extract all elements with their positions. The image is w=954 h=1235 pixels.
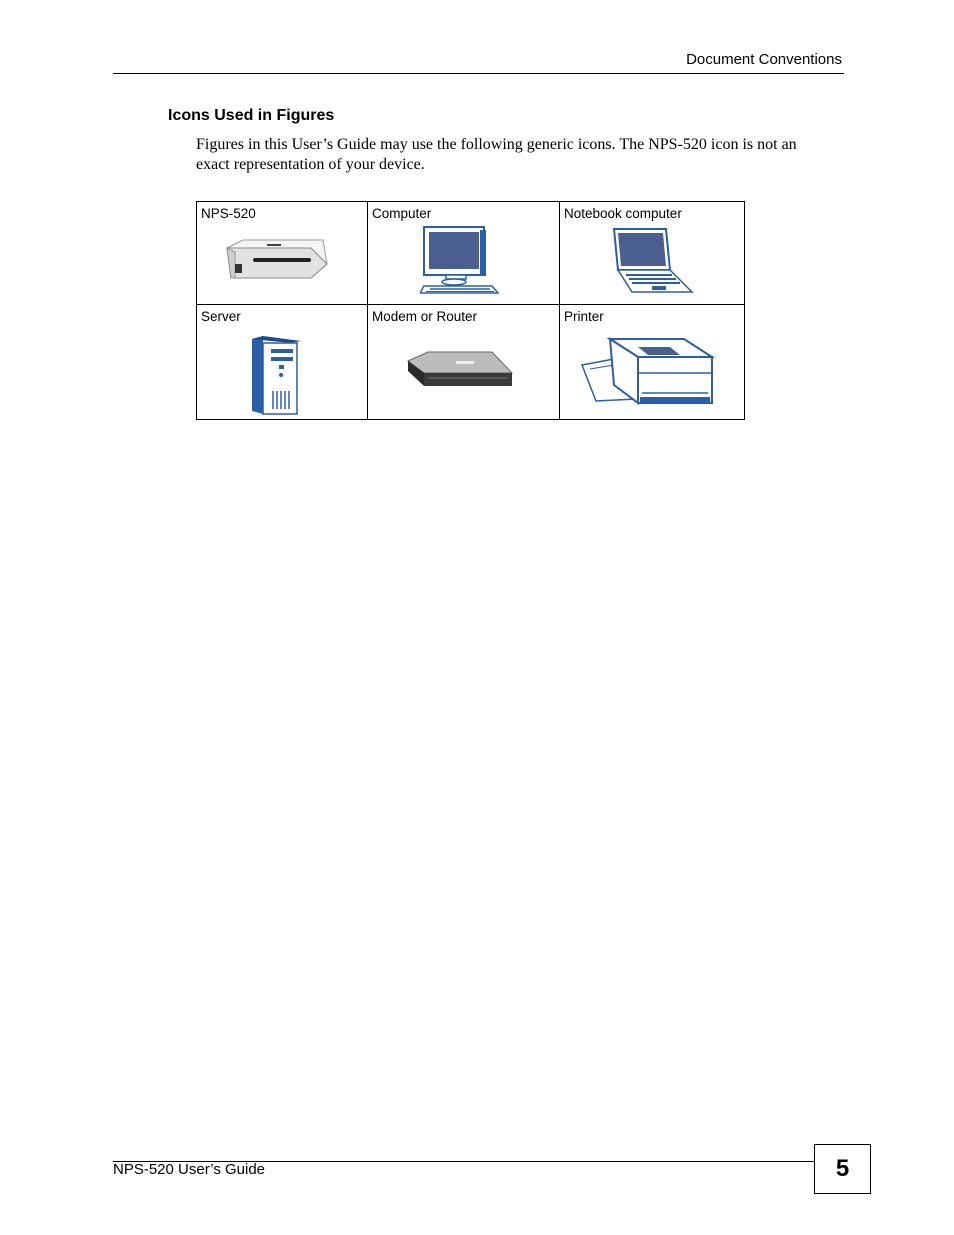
icon-label: Modem or Router bbox=[372, 309, 478, 324]
icon-cell-notebook bbox=[560, 202, 745, 305]
icon-cell-computer bbox=[368, 202, 560, 305]
icon-cell-server bbox=[197, 305, 368, 420]
printer-icon bbox=[580, 337, 718, 407]
icon-label: Server bbox=[201, 309, 241, 324]
icons-table bbox=[196, 201, 745, 420]
nps-520-device-icon bbox=[223, 238, 329, 284]
icon-label: NPS-520 bbox=[201, 206, 256, 221]
intro-line-1: Figures in this User’s Guide may use the following generic icons. The NPS-520 icon is not an bbox=[196, 136, 797, 153]
guide-title: NPS-520 User’s Guide bbox=[113, 1161, 266, 1178]
icon-cell-nps-520 bbox=[197, 202, 368, 305]
section-heading: Icons Used in Figures bbox=[168, 107, 335, 124]
running-header: Document Conventions bbox=[686, 51, 842, 68]
icon-label: Printer bbox=[564, 309, 604, 324]
icon-cell-printer bbox=[560, 305, 745, 420]
header-rule bbox=[113, 73, 844, 74]
desktop-computer-icon bbox=[420, 226, 500, 294]
modem-router-icon bbox=[406, 351, 514, 391]
intro-paragraph bbox=[196, 135, 846, 175]
notebook-computer-icon bbox=[608, 228, 694, 294]
intro-line-2: exact representation of your device. bbox=[196, 156, 425, 173]
icon-label: Computer bbox=[372, 206, 432, 221]
server-tower-icon bbox=[251, 335, 301, 415]
icon-label: Notebook computer bbox=[564, 206, 682, 221]
page-number: 5 bbox=[814, 1144, 871, 1194]
icon-cell-modem-router bbox=[368, 305, 560, 420]
